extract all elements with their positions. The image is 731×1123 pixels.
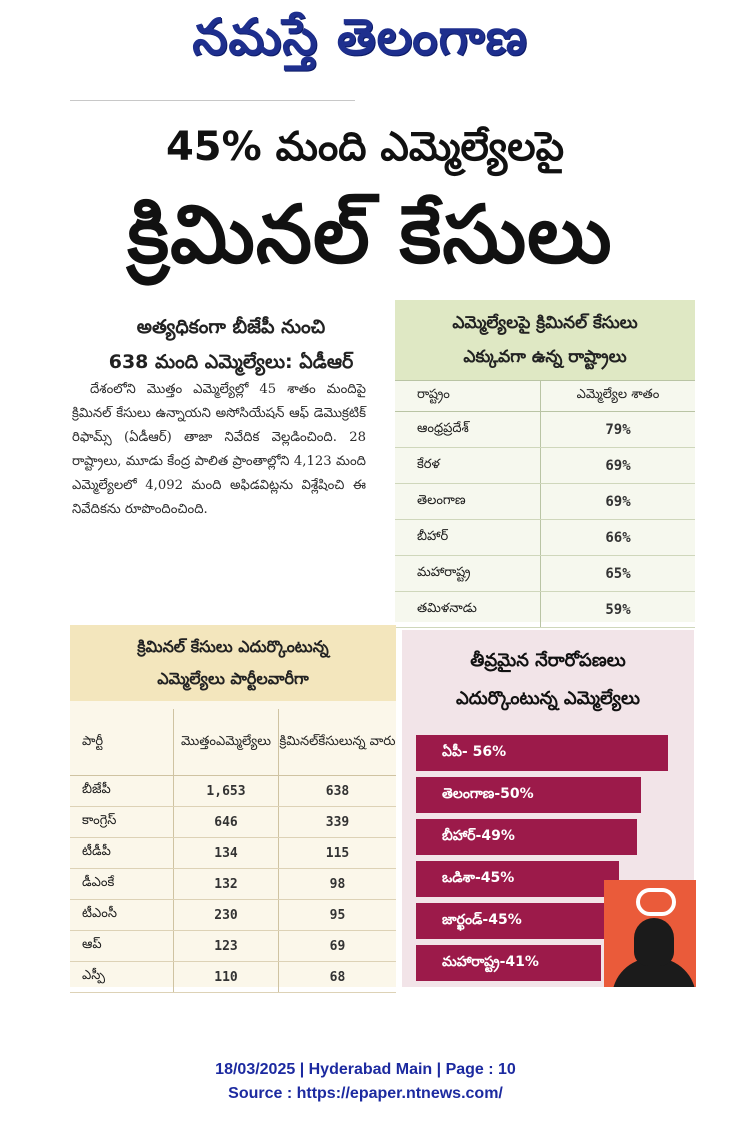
state-percent: 69% bbox=[605, 493, 631, 510]
party-criminal: 68 bbox=[329, 969, 346, 985]
state-percent: 66% bbox=[605, 529, 631, 546]
table-row bbox=[395, 448, 695, 484]
serious-charges-title bbox=[402, 642, 694, 718]
party-name: బీజేపీ bbox=[70, 776, 174, 806]
party-criminal: 95 bbox=[329, 907, 346, 923]
party-table-header bbox=[70, 625, 396, 701]
bar-item: జార్ఖండ్-45% bbox=[416, 903, 619, 939]
state-name: తెలంగాణ bbox=[395, 484, 541, 519]
party-total: 230 bbox=[174, 900, 279, 930]
party-total: 134 bbox=[174, 838, 279, 868]
state-percent: 69% bbox=[605, 457, 631, 474]
col-state: రాష్ట్రం bbox=[395, 381, 541, 411]
table-row bbox=[395, 520, 695, 556]
bar-item: ఏపీ- 56% bbox=[416, 735, 668, 771]
party-table bbox=[70, 625, 396, 987]
footer-edition-info: 18/03/2025 | Hyderabad Main | Page : 10 bbox=[215, 1061, 516, 1078]
table-row bbox=[395, 592, 695, 628]
serious-charges-title-2: ఎదుర్కొంటున్న ఎమ్మెల్యేలు bbox=[455, 688, 640, 709]
states-table bbox=[395, 300, 695, 622]
party-criminal: 69 bbox=[329, 938, 346, 954]
subheadline-line-1: అత్యధికంగా బీజేపీ నుంచి bbox=[136, 316, 326, 338]
party-name: కాంగ్రెస్ bbox=[70, 807, 174, 837]
person-head-icon bbox=[634, 918, 674, 966]
party-name: టీఎంసీ bbox=[70, 900, 174, 930]
table-row bbox=[70, 869, 396, 900]
col-party: పార్టీ bbox=[70, 709, 174, 775]
bar-item: మహారాష్ట్ర-41% bbox=[416, 945, 601, 981]
state-name: మహారాష్ట్ర bbox=[395, 556, 541, 591]
states-table-header bbox=[395, 300, 695, 380]
party-name: ఆప్ bbox=[70, 931, 174, 961]
handcuff-illustration bbox=[604, 880, 696, 987]
col-total-line-2: ఎమ్మెల్యేలు bbox=[216, 734, 271, 749]
party-name: టీడీపీ bbox=[70, 838, 174, 868]
headline-kicker: 45% మంది ఎమ్మెల్యేలపై bbox=[165, 124, 565, 170]
party-table-columns bbox=[70, 709, 396, 776]
newspaper-masthead: నమస్తే తెలంగాణ bbox=[192, 7, 528, 66]
table-row bbox=[70, 776, 396, 807]
table-row bbox=[70, 962, 396, 993]
party-total: 646 bbox=[174, 807, 279, 837]
serious-charges-title-1: తీవ్రమైన నేరారోపణలు bbox=[470, 650, 626, 671]
state-percent: 59% bbox=[605, 601, 631, 618]
party-criminal: 98 bbox=[329, 876, 346, 892]
party-criminal: 115 bbox=[325, 845, 350, 861]
party-criminal: 638 bbox=[325, 783, 350, 799]
state-name: ఆంధ్రప్రదేశ్ bbox=[395, 412, 541, 447]
state-name: కేరళ bbox=[395, 448, 541, 483]
states-table-columns bbox=[395, 380, 695, 412]
states-table-title-2: ఎక్కువగా ఉన్న రాష్ట్రాలు bbox=[463, 347, 627, 367]
party-criminal: 339 bbox=[325, 814, 350, 830]
article-body: దేశంలోని మొత్తం ఎమ్మెల్యేల్లో 45 శాతం మందిపై క్రిమినల్ కేసులు ఉన్నాయని అసోసియేషన్ ఆఫ్ డెమొక్రటిక్ రిఫామ్స్ (ఏడీఆర్) తాజా నివేదిక వెల్లడించింది. 28 రాష్ట్రాలు, మూడు కేంద్ర పాలిత ప్రాంతాల్లోని 4,123 మంది ఎమ్మెల్యేలలో 4,092 మంది అఫిడవిట్లను విశ్లేషించి ఈ నివేదికను రూపొందించింది. bbox=[72, 382, 366, 517]
table-row bbox=[395, 556, 695, 592]
footer-source: Source : https://epaper.ntnews.com/ bbox=[228, 1085, 503, 1102]
party-total: 132 bbox=[174, 869, 279, 899]
headline: క్రిమినల్ కేసులు bbox=[127, 188, 613, 281]
table-row bbox=[70, 807, 396, 838]
table-row bbox=[70, 931, 396, 962]
party-name: డీఎంకే bbox=[70, 869, 174, 899]
table-row bbox=[70, 900, 396, 931]
col-total-line-1: మొత్తం bbox=[181, 734, 216, 749]
col-percent: ఎమ్మెల్యేల శాతం bbox=[576, 387, 660, 402]
col-total bbox=[174, 709, 279, 775]
bar-item: ఒడిశా-45% bbox=[416, 861, 619, 897]
col-criminal bbox=[279, 709, 396, 775]
table-row bbox=[395, 412, 695, 448]
state-percent: 79% bbox=[605, 421, 631, 438]
bar-item: తెలంగాణ-50% bbox=[416, 777, 641, 813]
bar-item: బీహార్-49% bbox=[416, 819, 637, 855]
subheadline-line-2: 638 మంది ఎమ్మెల్యేలు: ఏడీఆర్ bbox=[108, 351, 354, 373]
col-criminal-line-2: కేసులున్న వారు bbox=[318, 734, 396, 749]
party-table-title-2: ఎమ్మెల్యేలు పార్టీలవారీగా bbox=[157, 669, 309, 688]
party-table-title-1: క్రిమినల్ కేసులు ఎదుర్కొంటున్న bbox=[137, 637, 329, 656]
state-name: తమిళనాడు bbox=[395, 592, 541, 627]
party-total: 110 bbox=[174, 962, 279, 992]
handcuff-icon bbox=[636, 888, 676, 916]
page-footer bbox=[0, 1058, 731, 1106]
col-criminal-line-1: క్రిమినల్ bbox=[279, 734, 319, 749]
table-row bbox=[70, 838, 396, 869]
party-name: ఎస్పీ bbox=[70, 962, 174, 992]
state-percent: 65% bbox=[605, 565, 631, 582]
state-name: బీహార్ bbox=[395, 520, 541, 555]
party-total: 1,653 bbox=[174, 776, 279, 806]
header-divider bbox=[70, 100, 355, 101]
states-table-title-1: ఎమ్మెల్యేలపై క్రిమినల్ కేసులు bbox=[452, 313, 638, 333]
table-row bbox=[395, 484, 695, 520]
party-total: 123 bbox=[174, 931, 279, 961]
